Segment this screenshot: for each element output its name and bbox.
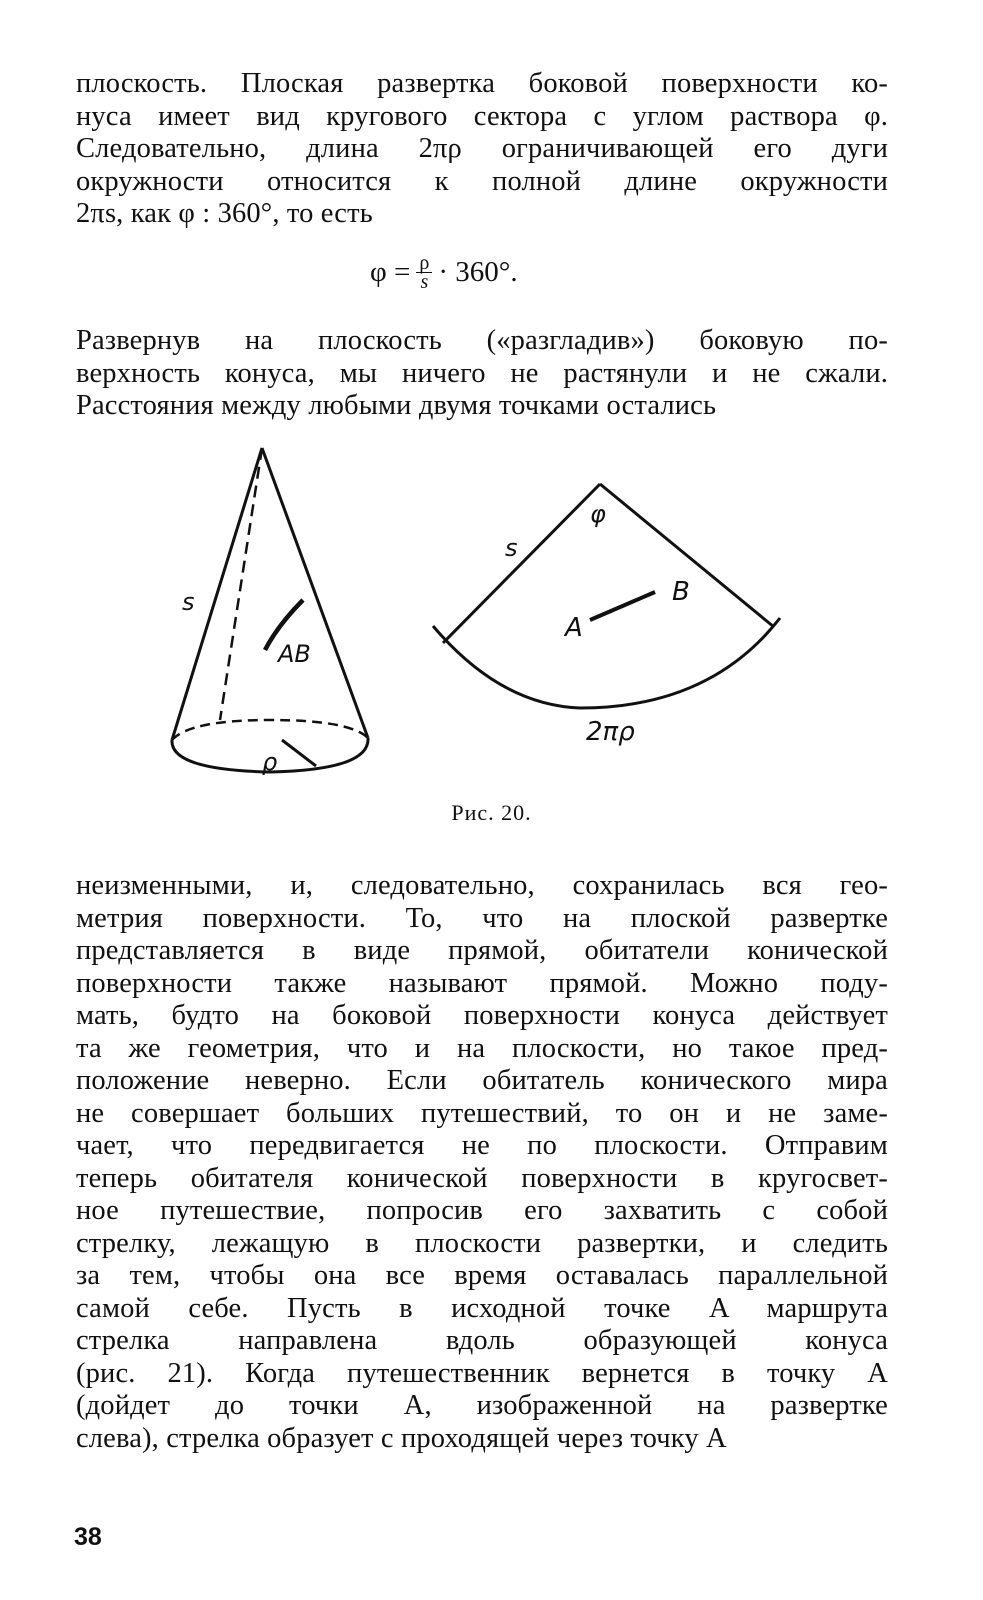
sector-label-phi: φ bbox=[590, 500, 606, 528]
text-line: неизменными, и, следовательно, сохранилась вся гео- bbox=[76, 870, 888, 901]
sector-label-s: s bbox=[505, 534, 518, 562]
cone-label-ab: AB bbox=[278, 640, 311, 668]
text-line: положение неверно. Если обитатель конического мира bbox=[76, 1065, 888, 1096]
sector-label-a: A bbox=[565, 613, 583, 643]
text-line: не совершает больших путешествий, то он и не заме- bbox=[76, 1097, 888, 1129]
text-line: за тем, чтобы она все время оставалась параллельной bbox=[76, 1260, 888, 1291]
page-number: 38 bbox=[74, 1523, 102, 1551]
paragraph-2 bbox=[76, 325, 888, 423]
formula-fraction bbox=[416, 251, 432, 293]
text-line: 2πs, как φ : 360°, то есть bbox=[76, 198, 373, 229]
text-line: стрелку, лежащую в плоскости развертки, и следить bbox=[76, 1227, 888, 1259]
sector-segment-ab bbox=[590, 592, 655, 620]
text-line: та же геометрия, что и на плоскости, но такое пред- bbox=[76, 1032, 888, 1064]
formula-lhs: φ = bbox=[370, 255, 411, 288]
text-line: слева), стрелка образует с проходящей через точку A bbox=[76, 1422, 727, 1454]
text-line: (рис. 21). Когда путешественник вернется в точку A bbox=[76, 1357, 888, 1389]
cone-right-edge bbox=[262, 448, 368, 738]
sector-label-arc: 2πρ bbox=[586, 717, 635, 747]
paragraph-1 bbox=[76, 68, 888, 231]
cone-label-s: s bbox=[182, 588, 195, 616]
text-line: (дойдет до точки A, изображенной на развертке bbox=[76, 1390, 888, 1421]
cone-axis bbox=[220, 448, 262, 720]
figure-20 bbox=[150, 440, 810, 790]
text-line: ное путешествие, попросив его захватить с собой bbox=[76, 1195, 888, 1226]
text-line: самой себе. Пусть в исходной точке A маршрута bbox=[76, 1292, 888, 1324]
text-line: нуса имеет вид кругового сектора с углом раствора φ. bbox=[76, 100, 888, 132]
cone-label-rho: ρ bbox=[262, 748, 278, 776]
text-line: Следовательно, длина 2πρ ограничивающей его дуги bbox=[76, 133, 888, 164]
sector-label-b: B bbox=[672, 577, 690, 607]
formula-numerator: ρ bbox=[416, 254, 432, 273]
cone-base-back bbox=[172, 720, 368, 740]
formula-denominator: s bbox=[420, 270, 429, 293]
text-line: Расстояния между любыми двумя точками остались bbox=[76, 390, 717, 421]
sector-arc bbox=[433, 618, 780, 708]
cone-drawing bbox=[172, 448, 368, 772]
formula-rhs: · 360°. bbox=[438, 255, 518, 288]
text-line: мать, будто на боковой поверхности конуса действует bbox=[76, 1000, 888, 1031]
formula bbox=[370, 244, 518, 300]
text-line: плоскость. Плоская развертка боковой поверхности ко- bbox=[76, 68, 888, 99]
text-line: верхность конуса, мы ничего не растянули и не сжали. bbox=[76, 357, 888, 389]
sector-drawing bbox=[433, 484, 780, 708]
text-line: Развернув на плоскость («разгладив») боковую по- bbox=[76, 325, 888, 356]
text-line: чает, что передвигается не по плоскости. Отправим bbox=[76, 1130, 888, 1161]
text-line: поверхности также называют прямой. Можно поду- bbox=[76, 967, 888, 999]
figure-caption: Рис. 20. bbox=[451, 800, 532, 825]
text-line: метрия поверхности. То, что на плоской развертке bbox=[76, 902, 888, 934]
text-line: стрелка направлена вдоль образующей конуса bbox=[76, 1325, 888, 1356]
cone-radius bbox=[282, 740, 316, 766]
paragraph-3 bbox=[76, 870, 888, 1455]
text-line: теперь обитателя конической поверхности в кругосвет- bbox=[76, 1162, 888, 1194]
text-line: представляется в виде прямой, обитатели конической bbox=[76, 935, 888, 966]
text-line: окружности относится к полной длине окружности bbox=[76, 165, 888, 197]
